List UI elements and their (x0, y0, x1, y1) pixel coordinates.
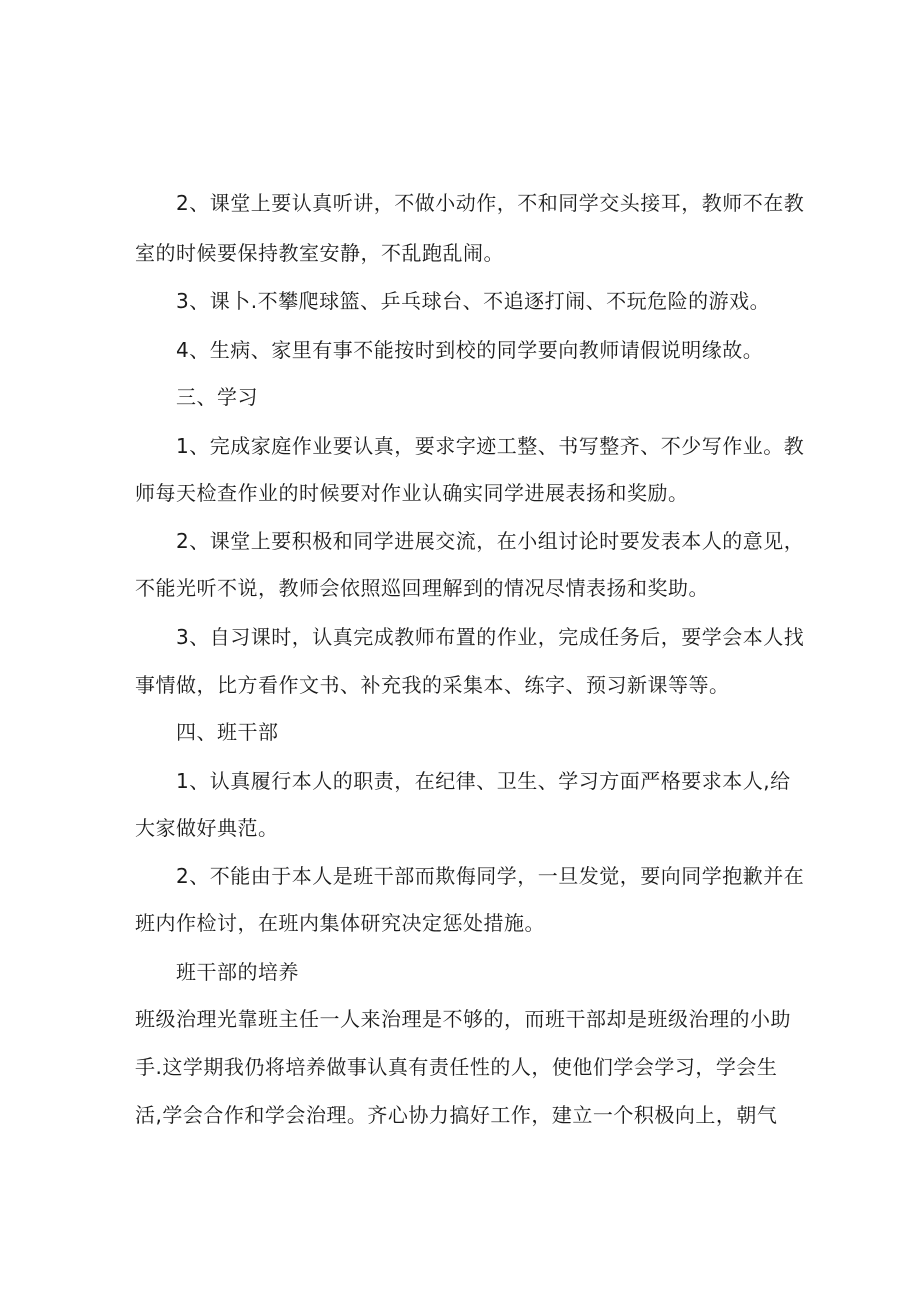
paragraph-line: 3、自习课时，认真完成教师布置的作业，完成任务后，要学会本人找 (176, 625, 805, 649)
paragraph-line: 手.这学期我仍将培养做事认真有责任性的人，使他们学会学习，学会生 (135, 1055, 778, 1079)
paragraph-line: 4、生病、家里有事不能按时到校的同学要向教师请假说明缘故。 (176, 338, 764, 362)
paragraph-line: 大家做好典范。 (135, 816, 279, 840)
paragraph-line: 班级治理光靠班主任一人来治理是不够的，而班干部却是班级治理的小助 (135, 1007, 791, 1031)
section-heading: 班干部的培养 (176, 960, 299, 984)
paragraph-line: 1、认真履行本人的职责，在纪律、卫生、学习方面严格要求本人,给 (176, 769, 791, 793)
section-heading: 四、班干部 (176, 720, 279, 744)
paragraph-line: 1、完成家庭作业要认真，要求字迹工整、书写整齐、不少写作业。教 (176, 434, 805, 458)
paragraph-line: 不能光听不说，教师会依照巡回理解到的情况尽情表扬和奖助。 (135, 576, 709, 600)
paragraph-line: 2、课堂上要认真听讲，不做小动作，不和同学交头接耳，教师不在教 (176, 191, 805, 215)
paragraph-line: 班内作检讨，在班内集体研究决定惩处措施。 (135, 911, 545, 935)
paragraph-line: 事情做，比方看作文书、补充我的采集本、练字、预习新课等等。 (135, 673, 730, 697)
section-heading: 三、学习 (176, 385, 258, 409)
paragraph-line: 3、课卜.不攀爬球篮、乒乓球台、不追逐打闹、不玩危险的游戏。 (176, 289, 771, 313)
paragraph-line: 活,学会合作和学会治理。齐心协力搞好工作，建立一个积极向上，朝气 (135, 1103, 778, 1127)
paragraph-line: 2、不能由于本人是班干部而欺侮同学，一旦发觉，要向同学抱歉并在 (176, 864, 805, 888)
paragraph-line: 师每天检查作业的时候要对作业认确实同学进展表扬和奖励。 (135, 481, 689, 505)
paragraph-line: 2、课堂上要积极和同学进展交流，在小组讨论时要发表本人的意见， (176, 529, 805, 553)
paragraph-line: 室的时候要保持教室安静，不乱跑乱闹。 (135, 241, 504, 265)
